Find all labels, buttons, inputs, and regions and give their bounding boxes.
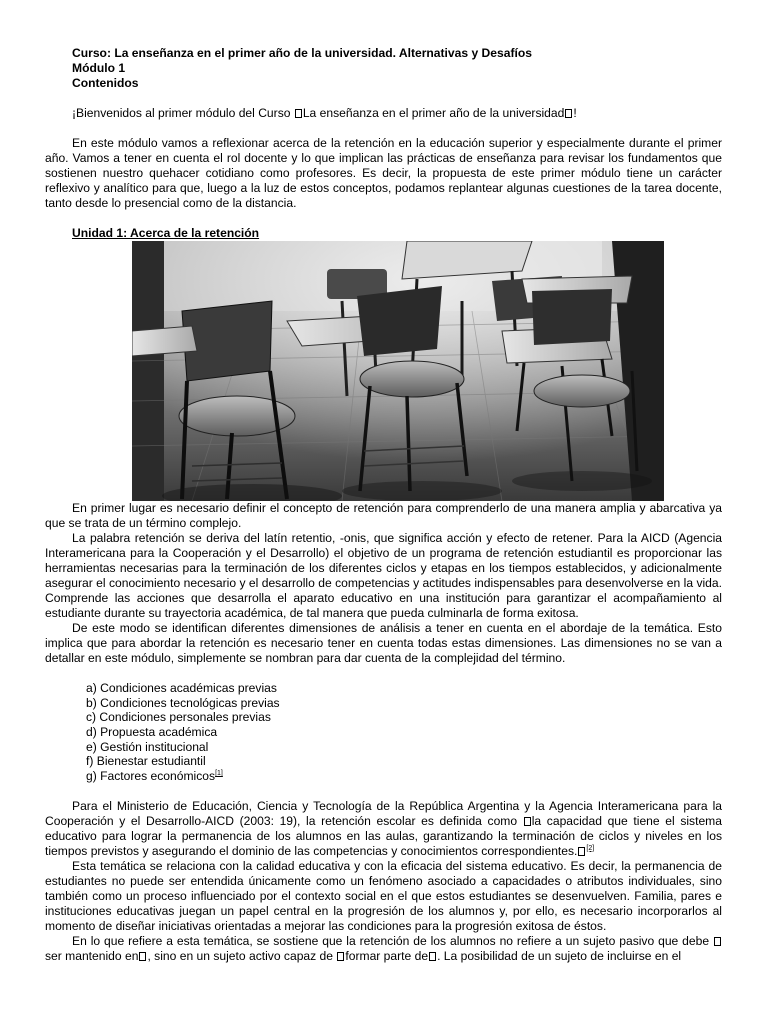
missing-glyph-icon: [337, 952, 344, 961]
missing-glyph-icon: [565, 109, 572, 118]
missing-glyph-icon: [714, 937, 721, 946]
last-paragraph: [45, 934, 722, 964]
ministry-quote: la capacidad que tiene el sistema educativo para lograr la permanencia de los alumnos en las aulas, garantizando la terminación de ciclos y niveles en los tiempos previstos y asegurando el dominio de las competencias y conocimientos correspondientes.: [45, 813, 722, 858]
last-paragraph-text-d: formar parte de: [345, 948, 429, 963]
last-paragraph-text-b: ser mantenido en: [45, 948, 139, 963]
body-paragraph-1: En primer lugar es necesario definir el concepto de retención para comprenderlo de una manera amplia y abarcativa ya que se trata de un término complejo.: [45, 501, 722, 530]
footnote-link-1[interactable]: [1]: [215, 770, 223, 778]
welcome-text-start: ¡Bienvenidos al primer módulo del Curso: [72, 106, 294, 120]
list-item-text: g) Factores económicos: [86, 769, 216, 784]
quality-paragraph: Esta temática se relaciona con la calidad educativa y con la eficacia del sistema educativo. Es decir, la permanencia de estudiantes no puede ser entendida únicamente como un fenómeno asociado a capacidades o atributos individuales, sino también como un proceso influenciado por el contexto social en el que estos estudiantes se desenvuelven. Familia, pares e instituciones educativas juegan un papel central en la progresión de los alumnos y, por ello, es necesario incorporarlos al momento de diseñar iniciativas orientadas a mejorar las condiciones para la progresión exitosa de éstos.: [45, 858, 722, 933]
list-item: a) Condiciones académicas previas: [86, 681, 277, 695]
last-paragraph-text-e: . La posibilidad de un sujeto de incluirse en el: [437, 948, 682, 963]
list-item: f) Bienestar estudiantil: [86, 754, 206, 769]
missing-glyph-icon: [295, 109, 302, 118]
last-paragraph-text-c: , sino en un sujeto activo capaz de: [147, 948, 337, 963]
last-paragraph-text-a: En lo que refiere a esta temática, se sostiene que la retención de los alumnos no refiere a un sujeto pasivo que debe: [72, 933, 713, 948]
module-title: Módulo 1: [72, 61, 126, 75]
dimensions-list: [45, 681, 722, 784]
ministry-text: Para el Ministerio de Educación, Ciencia y Tecnología de la República Argentina y la Agencia Interamericana para la Cooperación y el Desarrollo-AICD (2003: 19), la retención escolar es definida como: [45, 798, 722, 828]
document-header: [72, 46, 722, 91]
course-title: Curso: La enseñanza en el primer año de la universidad. Alternativas y Desafíos: [72, 46, 532, 60]
unit-title: Unidad 1: Acerca de la retención: [72, 226, 260, 240]
body-paragraph-2: La palabra retención se deriva del latín retentio, -onis, que significa acción y efecto de retener. Para la AICD (Agencia Interamericana para la Cooperación y el Desarrollo) el objetivo de un programa de retención estudiantil es proporcionar las herramientas necesarias para la terminación de los diferentes ciclos y etapas en los tiempos establecidos, y adicionalmente asegurar el conocimiento necesario y el desarrollo de competencias y actitudes indispensables para desenvolverse en la vida. Comprende las acciones que desarrolla el aparato educativo en una institución para garantizar el acompañamiento al estudiante durante su trayectoria académica, de tal manera que pueda culminarla de forma exitosa.: [45, 531, 722, 620]
welcome-course-name: La enseñanza en el primer año de la universidad: [302, 106, 565, 120]
list-item: [86, 769, 722, 784]
missing-glyph-icon: [524, 817, 531, 826]
list-item: d) Propuesta académica: [86, 725, 218, 740]
contents-title: Contenidos: [72, 76, 139, 90]
body-paragraph-3: De este modo se identifican diferentes dimensiones de análisis a tener en cuenta en el abordaje de la temática. Esto implica que para abordar la retención es necesario tener en cuenta todas estas dimensiones. Las dimensiones no se van a detallar en este módulo, simplemente se nombran para dar cuenta de la complejidad del término.: [45, 621, 722, 665]
missing-glyph-icon: [429, 952, 436, 961]
list-item: c) Condiciones personales previas: [86, 710, 271, 725]
ministry-paragraph: [45, 799, 722, 859]
classroom-chairs-photo: [132, 241, 664, 501]
welcome-line: [45, 106, 722, 121]
footnote-link-2[interactable]: [2]: [586, 844, 595, 852]
list-item: b) Condiciones tecnológicas previas: [86, 695, 280, 710]
missing-glyph-icon: [139, 952, 146, 961]
list-item: e) Gestión institucional: [86, 739, 209, 754]
missing-glyph-icon: [578, 847, 585, 856]
welcome-text-end: !: [573, 106, 577, 120]
intro-paragraph: En este módulo vamos a reflexionar acerca de la retención en la educación superior y especialmente durante el primer año. Vamos a tener en cuenta el rol docente y lo que implican las prácticas de enseñanza para revisar los fundamentos que sostienen nuestro quehacer cotidiano como profesores. Es decir, la propuesta de este primer módulo tiene un carácter reflexivo y analítico para que, luego a la luz de estos conceptos, podamos replantear algunas cuestiones de la tarea docente, tanto desde lo presencial como de la distancia.: [45, 136, 722, 210]
